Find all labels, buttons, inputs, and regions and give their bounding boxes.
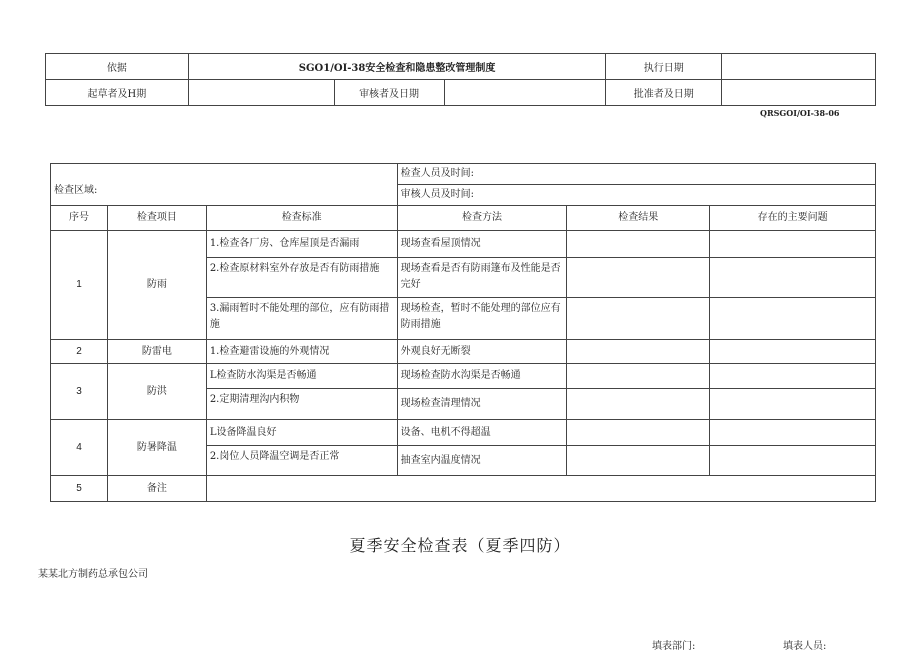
- row-no: 3: [51, 364, 108, 420]
- row-no: 5: [51, 476, 108, 502]
- row-item: 备注: [107, 476, 206, 502]
- row-result[interactable]: [567, 340, 710, 364]
- row-result[interactable]: [567, 420, 710, 446]
- approver-value[interactable]: [722, 80, 876, 106]
- row-standard: 2.定期清理沟内积物: [206, 389, 397, 420]
- row-standard: 2.检查原材料室外存放是否有防雨措施: [206, 258, 397, 298]
- row-problem[interactable]: [710, 420, 876, 446]
- row-no: 1: [51, 231, 108, 340]
- row-standard: 1.检查各厂房、仓库屋顶是否漏雨: [206, 231, 397, 258]
- row-no: 2: [51, 340, 108, 364]
- table-row: [51, 340, 876, 364]
- fill-person-label: 填表人员:: [783, 641, 827, 652]
- auditor-label[interactable]: 审核人员及时间:: [400, 189, 474, 200]
- row-standard: L检查防水沟渠是否畅通: [206, 364, 397, 389]
- col-header: 检查方法: [397, 206, 567, 231]
- exec-date-value[interactable]: [722, 54, 876, 80]
- doc-code: QRSGOI/OI-38-06: [760, 108, 840, 118]
- row-problem[interactable]: [710, 446, 876, 476]
- row-problem[interactable]: [710, 340, 876, 364]
- header-table: [45, 53, 876, 106]
- fill-dept-label: 填表部门:: [652, 641, 696, 652]
- row-item: 防雷电: [107, 340, 206, 364]
- table-row: [51, 231, 876, 258]
- table-row: [51, 476, 876, 502]
- company-name: 某某北方制药总承包公司: [38, 569, 148, 580]
- col-header: 存在的主要问题: [710, 206, 876, 231]
- row-problem[interactable]: [710, 258, 876, 298]
- row-problem[interactable]: [710, 389, 876, 420]
- row-method: 现场检查防水沟渠是否畅通: [397, 364, 567, 389]
- basis-value: SGO1/OI-38安全检查和隐患整改管理制度: [188, 54, 605, 80]
- row-standard: 1.检查避雷设施的外观情况: [206, 340, 397, 364]
- reviewer-label: 审核者及日期: [334, 80, 444, 106]
- col-header: 序号: [51, 206, 108, 231]
- inspector-auditor-cell: [397, 164, 875, 206]
- table-row: [51, 364, 876, 389]
- row-result[interactable]: [567, 364, 710, 389]
- row-standard: 2.岗位人员降温空调是否正常: [206, 446, 397, 476]
- row-result[interactable]: [567, 389, 710, 420]
- approver-label: 批准者及日期: [606, 80, 722, 106]
- row-item: 防雨: [107, 231, 206, 340]
- row-method: 现场查看是否有防雨篷布及性能是否完好: [397, 258, 567, 298]
- col-header: 检查项目: [107, 206, 206, 231]
- row-method: 现场检查，暂时不能处理的部位应有防雨措施: [397, 298, 567, 340]
- col-header: 检查结果: [567, 206, 710, 231]
- remarks-cell[interactable]: [206, 476, 875, 502]
- row-item: 防暑降温: [107, 420, 206, 476]
- row-method: 设备、电机不得超温: [397, 420, 567, 446]
- row-problem[interactable]: [710, 231, 876, 258]
- row-method: 抽查室内温度情况: [397, 446, 567, 476]
- row-result[interactable]: [567, 298, 710, 340]
- row-item: 防洪: [107, 364, 206, 420]
- page-title: 夏季安全检查表（夏季四防）: [349, 536, 571, 555]
- row-result[interactable]: [567, 258, 710, 298]
- inspection-table: [50, 163, 876, 502]
- row-problem[interactable]: [710, 364, 876, 389]
- area-cell: [51, 164, 398, 206]
- row-problem[interactable]: [710, 298, 876, 340]
- exec-date-label: 执行日期: [606, 54, 722, 80]
- table-row: [51, 420, 876, 446]
- row-standard: 3.漏雨暂时不能处理的部位，应有防雨措施: [206, 298, 397, 340]
- col-header: 检查标准: [206, 206, 397, 231]
- row-no: 4: [51, 420, 108, 476]
- area-label: 检查区域:: [54, 184, 98, 196]
- inspector-label[interactable]: 检查人员及时间:: [398, 164, 875, 185]
- row-result[interactable]: [567, 446, 710, 476]
- drafter-value[interactable]: [188, 80, 334, 106]
- row-standard: L设备降温良好: [206, 420, 397, 446]
- row-method: 现场查看屋顶情况: [397, 231, 567, 258]
- drafter-label: 起草者及H期: [46, 80, 189, 106]
- row-method: 外观良好无断裂: [397, 340, 567, 364]
- basis-label: 依据: [46, 54, 189, 80]
- reviewer-value[interactable]: [444, 80, 606, 106]
- row-result[interactable]: [567, 231, 710, 258]
- row-method: 现场检查清理情况: [397, 389, 567, 420]
